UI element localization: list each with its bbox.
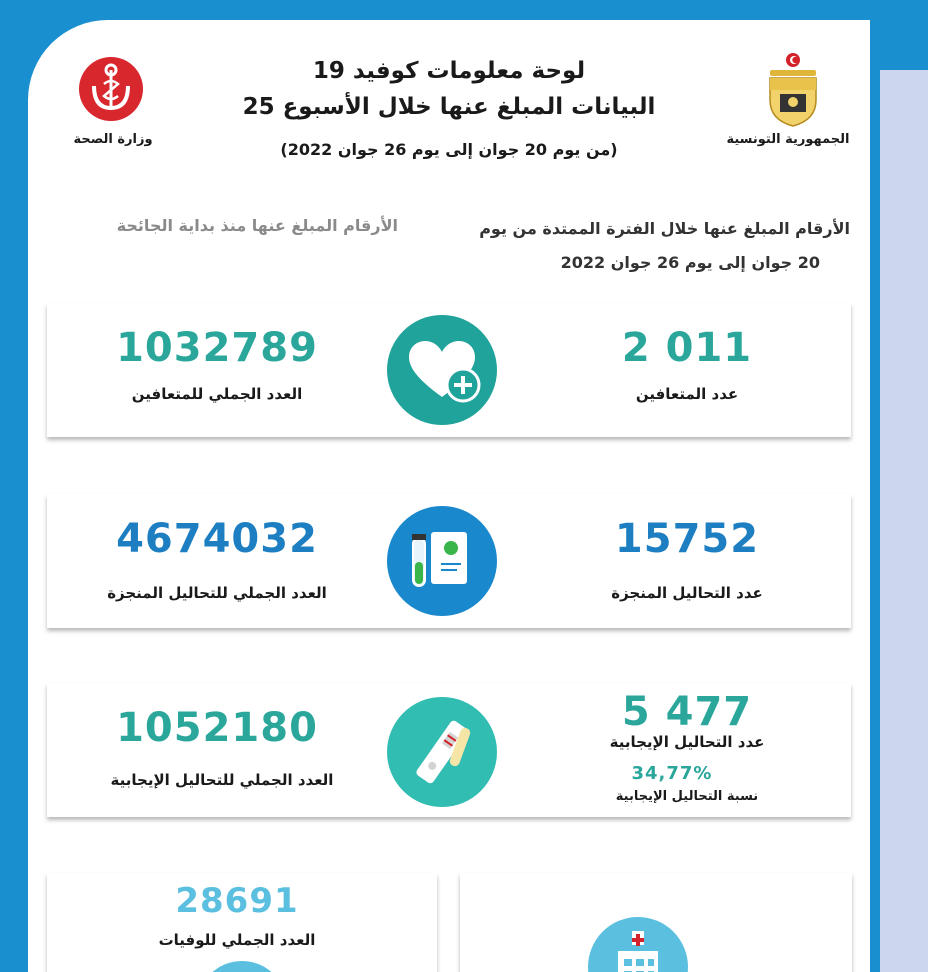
page-subtitle: البيانات المبلغ عنها خلال الأسبوع 25 [242,94,656,120]
weekly-heading-line2: 20 جوان إلى يوم 26 جوان 2022 [560,253,820,272]
deaths-card [47,873,437,972]
background-panel [880,70,928,972]
recovered-total-label: العدد الجملي للمتعافين [131,385,303,403]
positives-card [47,683,851,817]
recovered-weekly-value: 2 011 [621,325,753,371]
positives-weekly-value: 5 477 [621,689,753,735]
tests-card [47,494,851,628]
heart-plus-icon [387,315,497,425]
test-tube-report-icon [387,506,497,616]
deaths-icon [197,961,287,972]
recovered-weekly-label: عدد المتعافين [635,385,739,403]
tests-weekly-value: 15752 [614,516,760,562]
ministry-health-icon [78,56,144,122]
tests-total-value: 4674032 [116,516,318,562]
recovered-total-value: 1032789 [116,325,318,371]
positives-weekly-label: عدد التحاليل الإيجابية [609,733,765,751]
weekly-heading-line1: الأرقام المبلغ عنها خلال الفترة الممتدة من يوم [479,219,850,238]
deaths-total-value: 28691 [175,881,299,921]
republic-caption: الجمهورية التونسية [726,132,850,147]
positivity-rate-value: 34,77% [631,763,713,784]
cumulative-section-heading: الأرقام المبلغ عنها منذ بداية الجائحة [116,216,398,235]
dashboard-card [28,20,870,972]
tests-total-label: العدد الجملي للتحاليل المنجزة [107,584,327,602]
recovered-card [47,303,851,437]
deaths-total-label: العدد الجملي للوفيات [158,931,316,949]
positives-total-value: 1052180 [116,705,318,751]
positivity-rate-label: نسبة التحاليل الإيجابية [615,789,759,804]
coat-of-arms-icon [758,50,828,130]
weekly-section-heading [458,212,850,280]
positives-total-label: العدد الجملي للتحاليل الإيجابية [110,771,334,789]
rapid-test-icon [387,697,497,807]
hospital-icon [588,917,688,972]
tests-weekly-label: عدد التحاليل المنجزة [611,584,763,602]
ministry-caption: وزارة الصحة [73,132,153,147]
date-range: (من يوم 20 جوان إلى يوم 26 جوان 2022) [280,140,618,159]
page-title: لوحة معلومات كوفيد 19 [312,58,586,84]
hospital-card [460,873,852,972]
